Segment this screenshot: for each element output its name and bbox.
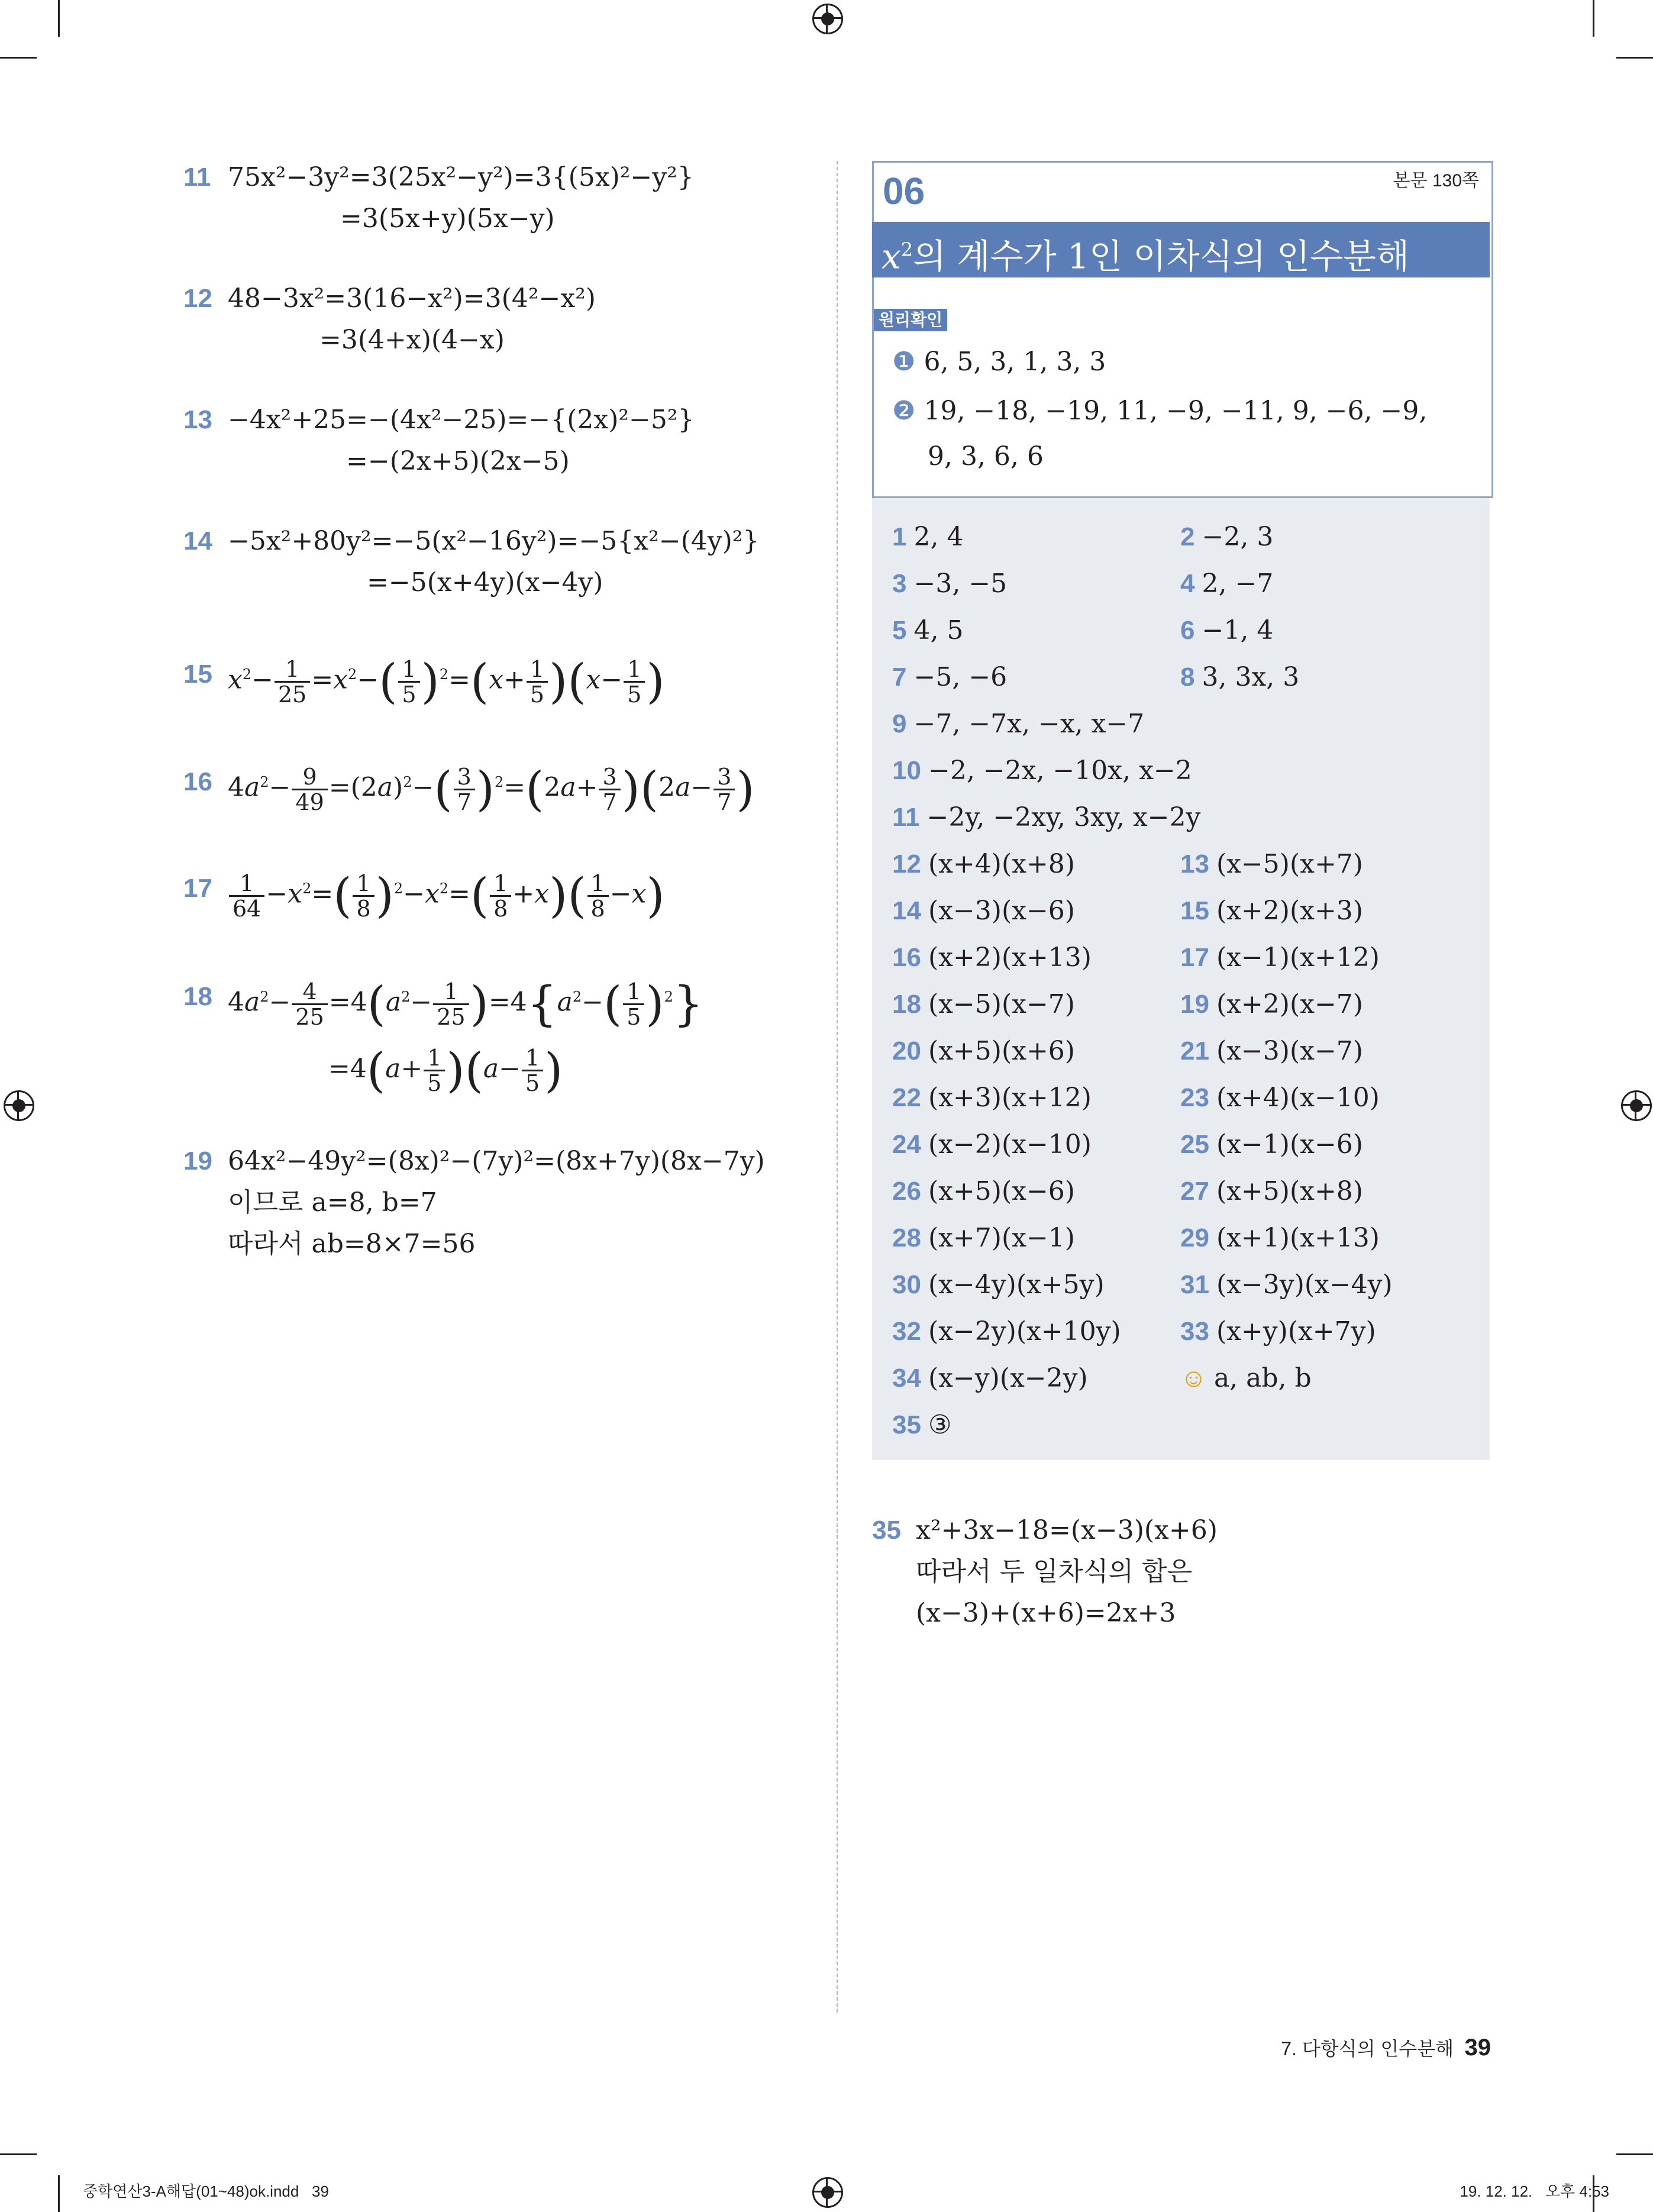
answer-item	[1180, 660, 1299, 695]
answer-item	[892, 613, 963, 648]
answer-item	[892, 1407, 951, 1443]
answer-number: 9	[892, 709, 907, 738]
answer-item	[892, 1080, 1092, 1116]
answer-number: 32	[892, 1317, 921, 1346]
registration-mark-icon	[812, 2177, 843, 2208]
problem-number: 16	[183, 767, 212, 796]
answer-value: −2, 3	[1202, 522, 1274, 552]
equation-line: −5x²+80y²=−5(x²−16y²)=−5{x²−(4y)²}	[228, 526, 760, 556]
answer-item	[1180, 1080, 1380, 1116]
equation-line: =3(4+x)(4−x)	[319, 325, 505, 355]
answer-number: 3	[892, 569, 907, 598]
answer-value: −2y, −2xy, 3xy, x−2y	[926, 802, 1201, 832]
concept-check-2-cont: 9, 3, 6, 6	[928, 441, 1044, 472]
fraction: $\frac{4}{25}$	[292, 980, 327, 1029]
answer-value: −3, −5	[913, 569, 1008, 599]
answer-number: 14	[892, 896, 921, 925]
problem-number: 17	[183, 874, 212, 903]
answer-value: (x+2)(x−7)	[1216, 989, 1363, 1019]
answer-item	[1180, 613, 1273, 648]
crop-mark	[1616, 57, 1653, 59]
answer-value: (x+4)(x−10)	[1216, 1083, 1380, 1113]
equation-line: =4(a+ $\frac{1}{5}$ )(a− $\frac{1}{5}$ )	[328, 1042, 563, 1098]
concept-check-2: ❷ 19, −18, −19, 11, −9, −11, 9, −6, −9,	[892, 396, 1428, 426]
answer-item	[892, 1314, 1121, 1349]
answer-value: (x−1)(x+12)	[1216, 942, 1380, 973]
equation-line: 48−3x²=3(16−x²)=3(4²−x²)	[228, 283, 596, 314]
answer-number: 1	[892, 522, 907, 551]
answer-value: (x−3)(x−6)	[928, 896, 1075, 926]
answer-item	[1180, 1174, 1363, 1209]
answer-value: (x+3)(x+12)	[928, 1083, 1092, 1113]
crop-mark	[0, 2153, 37, 2155]
problem-number: 11	[183, 163, 211, 192]
file-slug: 중학연산3-A해답(01~48)ok.indd 39	[83, 2182, 329, 2200]
answer-value: (x−3)(x−7)	[1216, 1036, 1363, 1066]
problem-number: 13	[183, 405, 212, 434]
answer-number: 15	[1180, 896, 1209, 925]
problem-number: 14	[183, 527, 212, 556]
fraction: $\frac{1}{25}$	[275, 657, 310, 706]
answer-number: 21	[1180, 1036, 1209, 1065]
chapter-footer	[1124, 2034, 1491, 2061]
answer-value: (x+5)(x+8)	[1216, 1176, 1363, 1206]
answer-item	[1180, 1220, 1380, 1256]
answer-item	[1180, 1361, 1312, 1396]
text-line: 따라서 두 일차식의 합은	[916, 1557, 1192, 1587]
problem-number: 15	[183, 660, 212, 689]
answer-number: 25	[1180, 1130, 1209, 1159]
equation-line: −4x²+25=−(4x²−25)=−{(2x)²−5²}	[228, 405, 695, 435]
answer-value: ③	[928, 1410, 952, 1440]
circled-one-icon: ❶	[892, 347, 916, 377]
answer-item	[892, 1361, 1088, 1396]
circled-two-icon: ❷	[892, 396, 916, 426]
registration-mark-icon	[4, 1090, 34, 1121]
answer-item	[892, 847, 1075, 882]
answer-item	[892, 1127, 1092, 1162]
section-number: 06	[883, 170, 925, 212]
problem-number: 18	[183, 982, 212, 1011]
answer-value: a, ab, b	[1213, 1363, 1312, 1393]
answer-number: 2	[1180, 522, 1195, 551]
answer-number: 27	[1180, 1177, 1209, 1206]
answer-number: 17	[1180, 943, 1209, 972]
answer-value: (x−5)(x+7)	[1216, 849, 1363, 879]
answer-number: 6	[1180, 616, 1195, 645]
answer-item	[892, 753, 1192, 789]
answer-value: 4, 5	[913, 615, 964, 645]
answer-value: (x−3y)(x−4y)	[1216, 1270, 1393, 1300]
answer-value: (x−5)(x−7)	[928, 989, 1075, 1019]
answer-number: 11	[892, 803, 920, 832]
answer-number: 24	[892, 1130, 921, 1159]
equation-line: $x^2-$ $\frac{1}{25}$ $=x^2-$( $\frac{1}{5}$ )$^2$=(x+ $\frac{1}{5}$ )(x− $\frac{1}{5}$ )	[228, 654, 665, 709]
fraction: $\frac{1}{64}$	[229, 871, 264, 921]
equation-line: $4a^2-$ $\frac{4}{25}$ $=4(a^2-$ $\frac{1}{25}$ )$=4\{a^2-$( $\frac{1}{5}$ )$^2$}	[228, 976, 703, 1032]
answer-value: (x+y)(x+7y)	[1216, 1316, 1376, 1346]
equation-line: $\frac{1}{64}$ $-x^2=$( $\frac{1}{8}$ )$^2-x^2=$( $\frac{1}{8}$ +x)( $\frac{1}{8}$ −x)	[228, 868, 665, 921]
answer-number: 22	[892, 1083, 921, 1112]
answer-number: 10	[892, 756, 921, 785]
concept-check-badge: 원리확인	[874, 309, 947, 331]
answer-value: (x+7)(x−1)	[928, 1223, 1075, 1253]
answer-value: 2, 4	[913, 522, 964, 552]
answer-number: 18	[892, 990, 921, 1019]
answer-item	[892, 940, 1092, 976]
answer-number: 19	[1180, 990, 1209, 1019]
answer-value: −5, −6	[913, 662, 1008, 692]
equation-line: 75x²−3y²=3(25x²−y²)=3{(5x)²−y²}	[228, 162, 694, 192]
answer-value: 3, 3x, 3	[1202, 662, 1300, 692]
problem-number: 35	[872, 1516, 901, 1545]
answer-number: 33	[1180, 1317, 1209, 1346]
answer-item	[892, 987, 1075, 1022]
answer-item	[892, 519, 963, 555]
answer-number: 12	[892, 850, 921, 879]
answer-value: (x−1)(x−6)	[1216, 1129, 1363, 1160]
answer-number: 34	[892, 1364, 921, 1393]
answer-number: 13	[1180, 850, 1209, 879]
answer-number: 20	[892, 1036, 921, 1065]
column-divider	[837, 161, 838, 2013]
answer-value: (x−4y)(x+5y)	[928, 1270, 1105, 1300]
problem-number: 12	[183, 284, 212, 313]
crop-mark	[58, 2175, 60, 2212]
section-title: $x^2$의 계수가 1인 이차식의 인수분해	[882, 236, 1410, 277]
answer-value: (x+4)(x+8)	[928, 849, 1075, 879]
answer-item	[892, 566, 1007, 602]
answer-item	[1180, 519, 1273, 555]
answer-value: (x+5)(x−6)	[928, 1176, 1075, 1206]
answer-item	[1180, 940, 1380, 976]
answer-number: 28	[892, 1223, 921, 1252]
text-line: 이므로 a=8, b=7	[228, 1187, 437, 1218]
answer-value: (x+1)(x+13)	[1216, 1223, 1380, 1253]
registration-mark-icon	[812, 4, 843, 34]
fraction: $\frac{9}{49}$	[292, 765, 327, 814]
crop-mark	[58, 0, 60, 37]
answer-item	[1180, 893, 1363, 929]
answer-item	[892, 706, 1144, 742]
equation-line: =−5(x+4y)(x−4y)	[367, 567, 603, 598]
print-date: 19. 12. 12. 오후 4:53	[1460, 2182, 1609, 2200]
text-line: 따라서 ab=8×7=56	[228, 1229, 476, 1259]
answer-number: 23	[1180, 1083, 1209, 1112]
smiley-icon: ☺	[1180, 1364, 1207, 1393]
answer-number: 26	[892, 1177, 921, 1206]
equation-line: x²+3x−18=(x−3)(x+6)	[916, 1515, 1218, 1545]
problem-number: 19	[183, 1147, 212, 1176]
page-reference: 본문 130쪽	[1393, 171, 1479, 190]
equation-line: =3(5x+y)(5x−y)	[340, 204, 555, 234]
answer-value: (x+2)(x+3)	[1216, 896, 1363, 926]
answer-item	[892, 800, 1200, 835]
equation-line: (x−3)+(x+6)=2x+3	[916, 1598, 1176, 1628]
chapter-title: 7. 다항식의 인수분해	[1281, 2038, 1454, 2059]
answer-item	[892, 1034, 1075, 1069]
concept-check-1: ❶ 6, 5, 3, 1, 3, 3	[892, 347, 1106, 377]
answer-number: 4	[1180, 569, 1195, 598]
answer-item	[1180, 987, 1363, 1022]
answer-number: 29	[1180, 1223, 1209, 1252]
answer-number: 8	[1180, 663, 1195, 692]
answer-item	[892, 1220, 1075, 1256]
equation-line: 64x²−49y²=(8x)²−(7y)²=(8x+7y)(8x−7y)	[228, 1146, 765, 1176]
answer-item	[892, 893, 1075, 929]
answer-value: −7, −7x, −x, x−7	[913, 709, 1145, 739]
answer-item	[892, 660, 1007, 695]
answer-value: −2, −2x, −10x, x−2	[928, 755, 1192, 786]
answer-value: (x−y)(x−2y)	[928, 1363, 1088, 1393]
crop-mark	[1616, 2153, 1653, 2155]
answer-item	[1180, 847, 1363, 882]
equation-line: $4a^2-$ $\frac{9}{49}$ $=(2a)^2-$( $\frac{3}{7}$ )$^2$=(2a+ $\frac{3}{7}$ )(2a− $\frac{3}{7}$ )	[228, 761, 755, 817]
answer-number: 35	[892, 1410, 921, 1439]
answer-number: 16	[892, 943, 921, 972]
crop-mark	[1593, 0, 1594, 37]
answer-number: 7	[892, 663, 907, 692]
answer-value: (x−2)(x−10)	[928, 1129, 1092, 1160]
answer-value: −1, 4	[1202, 615, 1274, 645]
answer-item	[1180, 566, 1273, 602]
answer-item	[892, 1267, 1105, 1303]
answer-value: (x+5)(x+6)	[928, 1036, 1075, 1066]
answer-item	[1180, 1127, 1363, 1162]
crop-mark	[0, 57, 37, 59]
registration-mark-icon	[1621, 1090, 1652, 1121]
equation-line: =−(2x+5)(2x−5)	[346, 446, 570, 476]
answer-item	[1180, 1314, 1376, 1349]
answer-number: 30	[892, 1270, 921, 1299]
answer-item	[1180, 1034, 1363, 1069]
answer-number: 31	[1180, 1270, 1209, 1299]
answer-value: (x−2y)(x+10y)	[928, 1316, 1121, 1346]
page-number: 39	[1464, 2035, 1491, 2061]
answer-value: (x+2)(x+13)	[928, 942, 1092, 973]
answer-value: 2, −7	[1202, 569, 1274, 599]
answer-item	[892, 1174, 1075, 1209]
answer-number: 5	[892, 616, 907, 645]
answer-item	[1180, 1267, 1393, 1303]
